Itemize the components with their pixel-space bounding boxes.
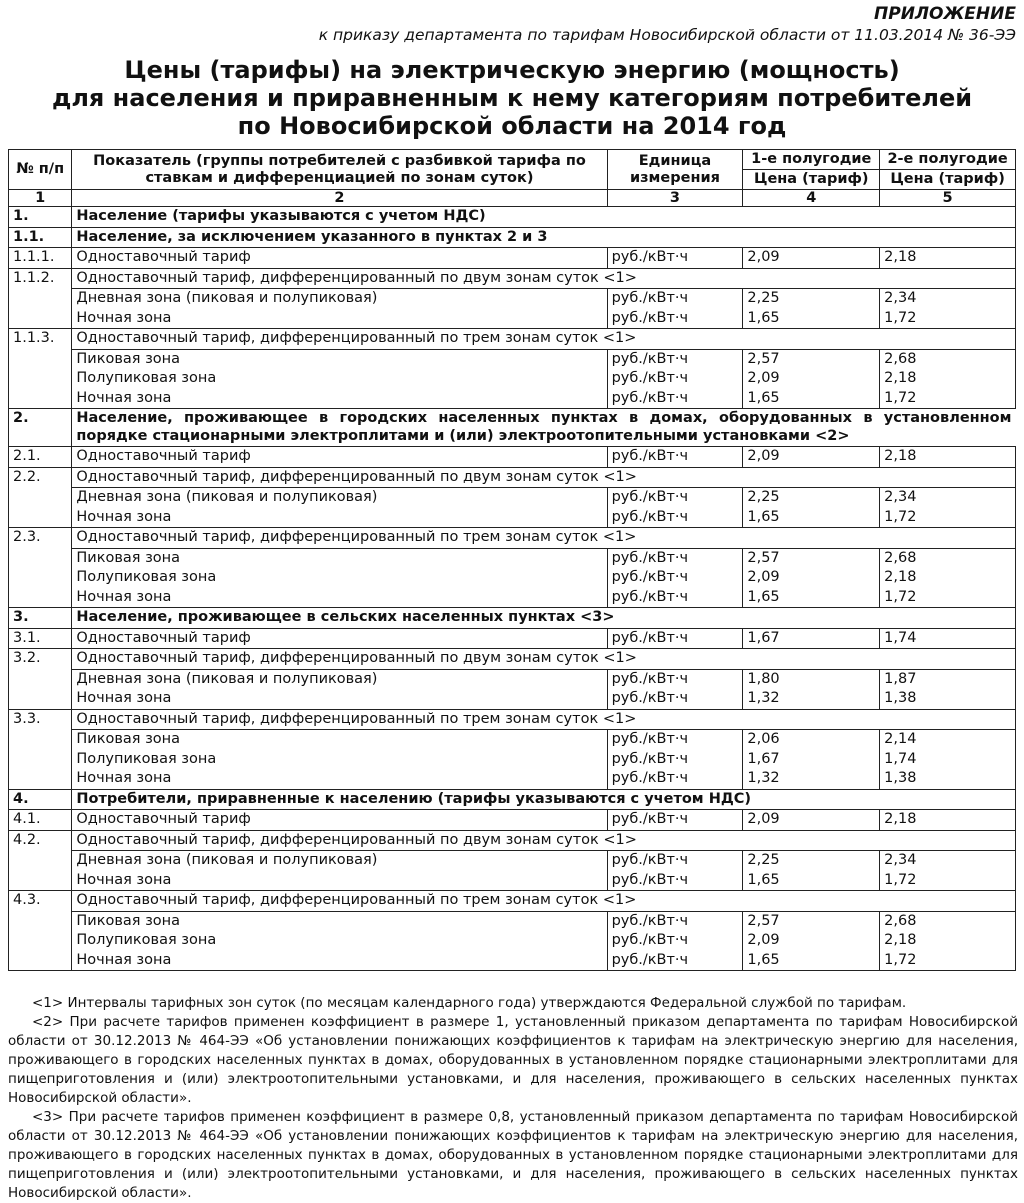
row-price-half2 bbox=[880, 268, 1016, 289]
table-row bbox=[9, 891, 1016, 912]
row-number bbox=[9, 871, 72, 891]
row-indicator: Дневная зона (пиковая и полупиковая) bbox=[72, 669, 607, 689]
row-indicator: Дневная зона (пиковая и полупиковая) bbox=[72, 289, 607, 309]
row-indicator: Одноставочный тариф, дифференцированный по трем зонам суток <1> bbox=[72, 329, 607, 350]
column-numbers-row bbox=[9, 190, 1016, 207]
row-price-half1 bbox=[743, 268, 880, 289]
row-indicator: Одноставочный тариф, дифференцированный по двум зонам суток <1> bbox=[72, 467, 607, 488]
row-price-half2: 1,72 bbox=[880, 508, 1016, 528]
row-number bbox=[9, 750, 72, 770]
row-unit: руб./кВт·ч bbox=[607, 508, 743, 528]
column-number: 1 bbox=[9, 190, 72, 207]
row-unit: руб./кВт·ч bbox=[607, 669, 743, 689]
row-number: 1. bbox=[9, 207, 72, 228]
row-price-half1 bbox=[743, 830, 880, 851]
table-row bbox=[9, 268, 1016, 289]
row-number: 4.2. bbox=[9, 830, 72, 851]
row-price-half1: 2,57 bbox=[743, 548, 880, 568]
table-body bbox=[9, 207, 1016, 971]
row-unit: руб./кВт·ч bbox=[607, 730, 743, 750]
row-price-half2 bbox=[880, 227, 1016, 248]
row-unit: руб./кВт·ч bbox=[607, 689, 743, 709]
row-price-half1: 1,65 bbox=[743, 389, 880, 409]
row-number: 1.1. bbox=[9, 227, 72, 248]
row-indicator: Полупиковая зона bbox=[72, 931, 607, 951]
row-indicator: Население (тарифы указываются с учетом НДС) bbox=[72, 207, 607, 228]
row-price-half2: 2,34 bbox=[880, 851, 1016, 871]
row-indicator: Пиковая зона bbox=[72, 911, 607, 931]
footnote: <1> Интервалы тарифных зон суток (по месяцам календарного года) утверждаются Федеральной службой по тарифам. bbox=[32, 995, 907, 1011]
table-row bbox=[9, 548, 1016, 568]
table-row bbox=[9, 289, 1016, 309]
row-unit: руб./кВт·ч bbox=[607, 769, 743, 789]
row-price-half1: 1,67 bbox=[743, 628, 880, 649]
row-number bbox=[9, 851, 72, 871]
row-price-half2: 2,68 bbox=[880, 548, 1016, 568]
row-number bbox=[9, 369, 72, 389]
row-price-half1: 2,57 bbox=[743, 911, 880, 931]
table-row bbox=[9, 730, 1016, 750]
table-row bbox=[9, 769, 1016, 789]
row-number: 2. bbox=[9, 409, 72, 447]
row-unit: руб./кВт·ч bbox=[607, 588, 743, 608]
row-unit bbox=[607, 207, 743, 228]
column-number: 3 bbox=[607, 190, 743, 207]
row-number: 2.1. bbox=[9, 447, 72, 468]
row-unit: руб./кВт·ч bbox=[607, 931, 743, 951]
row-unit: руб./кВт·ч bbox=[607, 810, 743, 831]
row-price-half2: 2,18 bbox=[880, 810, 1016, 831]
row-indicator: Пиковая зона bbox=[72, 349, 607, 369]
row-number bbox=[9, 548, 72, 568]
order-reference: к приказу департамента по тарифам Новосибирской области от 11.03.2014 № 36-ЭЭ bbox=[318, 26, 1016, 44]
row-price-half2 bbox=[880, 709, 1016, 730]
table-row bbox=[9, 608, 1016, 629]
row-indicator: Население, проживающее в городских населенных пунктах в домах, оборудованных в установленном порядке стационарными электроплитами и (или) электроотопительными установками <2> bbox=[72, 409, 1016, 447]
row-indicator: Пиковая зона bbox=[72, 730, 607, 750]
row-price-half1: 2,25 bbox=[743, 488, 880, 508]
footnotes bbox=[8, 994, 1018, 1203]
row-number bbox=[9, 769, 72, 789]
table-row bbox=[9, 588, 1016, 608]
row-price-half2: 2,18 bbox=[880, 248, 1016, 269]
row-price-half1: 1,80 bbox=[743, 669, 880, 689]
row-number bbox=[9, 488, 72, 508]
row-price-half2 bbox=[880, 207, 1016, 228]
row-price-half2 bbox=[880, 608, 1016, 629]
title-line: Цены (тарифы) на электрическую энергию (мощность) bbox=[124, 56, 900, 84]
row-price-half1: 2,09 bbox=[743, 810, 880, 831]
row-number bbox=[9, 911, 72, 931]
row-indicator: Одноставочный тариф bbox=[72, 810, 607, 831]
row-indicator: Ночная зона bbox=[72, 588, 607, 608]
row-price-half2: 2,18 bbox=[880, 447, 1016, 468]
header-price2: Цена (тариф) bbox=[880, 170, 1016, 190]
table-row bbox=[9, 227, 1016, 248]
table-row bbox=[9, 309, 1016, 329]
row-number: 3.3. bbox=[9, 709, 72, 730]
row-price-half1 bbox=[743, 528, 880, 549]
row-price-half2: 1,72 bbox=[880, 389, 1016, 409]
row-unit: руб./кВт·ч bbox=[607, 568, 743, 588]
row-price-half2: 2,34 bbox=[880, 488, 1016, 508]
row-price-half2: 1,72 bbox=[880, 309, 1016, 329]
table-row bbox=[9, 508, 1016, 528]
row-price-half2: 2,14 bbox=[880, 730, 1016, 750]
row-number: 2.3. bbox=[9, 528, 72, 549]
row-price-half1: 2,09 bbox=[743, 248, 880, 269]
row-number: 4.1. bbox=[9, 810, 72, 831]
table-row bbox=[9, 488, 1016, 508]
header-price1: Цена (тариф) bbox=[743, 170, 880, 190]
row-price-half2 bbox=[880, 329, 1016, 350]
row-number: 1.1.1. bbox=[9, 248, 72, 269]
row-price-half2: 2,18 bbox=[880, 369, 1016, 389]
row-indicator: Одноставочный тариф bbox=[72, 248, 607, 269]
row-indicator: Полупиковая зона bbox=[72, 568, 607, 588]
row-indicator: Одноставочный тариф, дифференцированный по двум зонам суток <1> bbox=[72, 268, 607, 289]
row-price-half1: 2,09 bbox=[743, 568, 880, 588]
table-row bbox=[9, 789, 1016, 810]
row-price-half1: 1,32 bbox=[743, 769, 880, 789]
appendix-label: ПРИЛОЖЕНИЕ bbox=[874, 4, 1016, 24]
table-row bbox=[9, 750, 1016, 770]
header-unit: Единица измерения bbox=[607, 150, 743, 190]
column-number: 4 bbox=[743, 190, 880, 207]
row-price-half2 bbox=[880, 789, 1016, 810]
row-number bbox=[9, 669, 72, 689]
row-unit: руб./кВт·ч bbox=[607, 548, 743, 568]
table-row bbox=[9, 689, 1016, 709]
row-indicator: Население, за исключением указанного в пунктах 2 и 3 bbox=[72, 227, 607, 248]
table-row bbox=[9, 528, 1016, 549]
row-indicator: Ночная зона bbox=[72, 309, 607, 329]
row-number: 3.1. bbox=[9, 628, 72, 649]
row-indicator: Одноставочный тариф, дифференцированный по трем зонам суток <1> bbox=[72, 891, 607, 912]
row-price-half1 bbox=[743, 329, 880, 350]
row-unit: руб./кВт·ч bbox=[607, 389, 743, 409]
row-price-half1 bbox=[743, 891, 880, 912]
row-indicator: Ночная зона bbox=[72, 951, 607, 971]
row-indicator: Ночная зона bbox=[72, 389, 607, 409]
tariff-table bbox=[8, 149, 1016, 971]
row-indicator: Ночная зона bbox=[72, 871, 607, 891]
row-number bbox=[9, 349, 72, 369]
row-price-half1: 2,25 bbox=[743, 289, 880, 309]
row-number: 1.1.2. bbox=[9, 268, 72, 289]
row-price-half2: 1,72 bbox=[880, 951, 1016, 971]
table-row bbox=[9, 447, 1016, 468]
table-row bbox=[9, 911, 1016, 931]
row-price-half2 bbox=[880, 467, 1016, 488]
row-unit: руб./кВт·ч bbox=[607, 309, 743, 329]
header-row bbox=[9, 150, 1016, 170]
row-number bbox=[9, 389, 72, 409]
row-number: 2.2. bbox=[9, 467, 72, 488]
table-row bbox=[9, 931, 1016, 951]
table-row bbox=[9, 349, 1016, 369]
row-price-half2: 2,18 bbox=[880, 568, 1016, 588]
row-price-half1: 1,67 bbox=[743, 750, 880, 770]
column-number: 5 bbox=[880, 190, 1016, 207]
row-indicator: Ночная зона bbox=[72, 689, 607, 709]
header-indicator: Показатель (группы потребителей с разбивкой тарифа по ставкам и дифференциацией по зонам суток) bbox=[72, 150, 607, 190]
row-number bbox=[9, 730, 72, 750]
row-unit: руб./кВт·ч bbox=[607, 289, 743, 309]
row-price-half2: 2,18 bbox=[880, 931, 1016, 951]
row-price-half2 bbox=[880, 891, 1016, 912]
row-price-half1 bbox=[743, 608, 880, 629]
row-unit: руб./кВт·ч bbox=[607, 911, 743, 931]
row-indicator: Ночная зона bbox=[72, 508, 607, 528]
row-price-half1: 2,09 bbox=[743, 931, 880, 951]
row-price-half1: 1,32 bbox=[743, 689, 880, 709]
row-indicator: Ночная зона bbox=[72, 769, 607, 789]
row-price-half1 bbox=[743, 709, 880, 730]
table-row bbox=[9, 649, 1016, 670]
row-number bbox=[9, 689, 72, 709]
row-price-half2: 2,68 bbox=[880, 349, 1016, 369]
table-row bbox=[9, 248, 1016, 269]
title-line: для населения и приравненным к нему категориям потребителей bbox=[51, 84, 973, 112]
page-title bbox=[0, 56, 1024, 140]
header-half1: 1-е полугодие bbox=[743, 150, 880, 170]
table-row bbox=[9, 851, 1016, 871]
row-price-half2: 1,38 bbox=[880, 689, 1016, 709]
row-indicator: Полупиковая зона bbox=[72, 750, 607, 770]
row-number: 1.1.3. bbox=[9, 329, 72, 350]
row-indicator: Одноставочный тариф, дифференцированный по трем зонам суток <1> bbox=[72, 709, 607, 730]
table-row bbox=[9, 568, 1016, 588]
column-number: 2 bbox=[72, 190, 607, 207]
row-price-half1 bbox=[743, 207, 880, 228]
header-num: № п/п bbox=[9, 150, 72, 190]
row-indicator: Одноставочный тариф bbox=[72, 628, 607, 649]
row-indicator: Население, проживающее в сельских населенных пунктах <3> bbox=[72, 608, 607, 629]
row-indicator: Одноставочный тариф, дифференцированный по двум зонам суток <1> bbox=[72, 830, 607, 851]
table-row bbox=[9, 467, 1016, 488]
table-row bbox=[9, 329, 1016, 350]
row-price-half2: 1,74 bbox=[880, 628, 1016, 649]
table-row bbox=[9, 369, 1016, 389]
row-unit: руб./кВт·ч bbox=[607, 369, 743, 389]
row-number: 4. bbox=[9, 789, 72, 810]
row-price-half2 bbox=[880, 830, 1016, 851]
row-price-half2 bbox=[880, 528, 1016, 549]
row-price-half1 bbox=[743, 649, 880, 670]
row-unit: руб./кВт·ч bbox=[607, 628, 743, 649]
row-unit: руб./кВт·ч bbox=[607, 349, 743, 369]
header-half2: 2-е полугодие bbox=[880, 150, 1016, 170]
row-indicator: Дневная зона (пиковая и полупиковая) bbox=[72, 488, 607, 508]
row-price-half1: 2,25 bbox=[743, 851, 880, 871]
row-indicator: Одноставочный тариф, дифференцированный по двум зонам суток <1> bbox=[72, 649, 607, 670]
row-indicator: Дневная зона (пиковая и полупиковая) bbox=[72, 851, 607, 871]
row-price-half2 bbox=[880, 649, 1016, 670]
row-price-half1: 1,65 bbox=[743, 309, 880, 329]
table-row bbox=[9, 830, 1016, 851]
row-price-half1: 1,65 bbox=[743, 951, 880, 971]
title-line: по Новосибирской области на 2014 год bbox=[237, 112, 787, 140]
row-price-half1 bbox=[743, 227, 880, 248]
row-number bbox=[9, 289, 72, 309]
row-price-half1: 2,06 bbox=[743, 730, 880, 750]
row-number bbox=[9, 568, 72, 588]
row-price-half2: 1,72 bbox=[880, 871, 1016, 891]
row-number: 3.2. bbox=[9, 649, 72, 670]
row-indicator: Одноставочный тариф, дифференцированный по трем зонам суток <1> bbox=[72, 528, 607, 549]
row-unit: руб./кВт·ч bbox=[607, 871, 743, 891]
row-price-half1: 1,65 bbox=[743, 588, 880, 608]
row-price-half2: 2,34 bbox=[880, 289, 1016, 309]
row-price-half1: 1,65 bbox=[743, 508, 880, 528]
row-unit: руб./кВт·ч bbox=[607, 750, 743, 770]
row-number bbox=[9, 931, 72, 951]
row-price-half1: 2,57 bbox=[743, 349, 880, 369]
row-unit: руб./кВт·ч bbox=[607, 447, 743, 468]
table-row bbox=[9, 669, 1016, 689]
row-unit bbox=[607, 608, 743, 629]
row-price-half1: 2,09 bbox=[743, 369, 880, 389]
table-row bbox=[9, 810, 1016, 831]
table-row bbox=[9, 207, 1016, 228]
row-price-half1 bbox=[743, 789, 880, 810]
row-number bbox=[9, 951, 72, 971]
row-price-half2: 1,72 bbox=[880, 588, 1016, 608]
row-price-half2: 1,74 bbox=[880, 750, 1016, 770]
row-indicator: Полупиковая зона bbox=[72, 369, 607, 389]
row-unit: руб./кВт·ч bbox=[607, 248, 743, 269]
row-number bbox=[9, 508, 72, 528]
table-row bbox=[9, 628, 1016, 649]
row-price-half2: 1,87 bbox=[880, 669, 1016, 689]
row-price-half2: 1,38 bbox=[880, 769, 1016, 789]
row-unit: руб./кВт·ч bbox=[607, 488, 743, 508]
row-indicator: Одноставочный тариф bbox=[72, 447, 607, 468]
row-unit: руб./кВт·ч bbox=[607, 851, 743, 871]
table-row bbox=[9, 951, 1016, 971]
row-price-half1 bbox=[743, 467, 880, 488]
footnote: <3> При расчете тарифов применен коэффициент в размере 0,8, установленный приказом департамента по тарифам Новосибирской области от 30.12.2013 № 464-ЭЭ «Об установлении понижающих коэффициентов к тарифам на электрическую энергию для населения, проживающего в городских населенных пунктах в домах, оборудованных в установленном порядке стационарными электроплитами для пищеприготовления и (или) электроотопительными установками, и для населения, проживающего в сельских населенных пунктах Новосибирской области». bbox=[8, 1109, 1018, 1201]
footnote: <2> При расчете тарифов применен коэффициент в размере 1, установленный приказом департамента по тарифам Новосибирской области от 30.12.2013 № 464-ЭЭ «Об установлении понижающих коэффициентов к тарифам на электрическую энергию для населения, проживающего в городских населенных пунктах в домах, оборудованных в установленном порядке стационарными электроплитами для пищеприготовления и (или) электроотопительными установками, и для населения, проживающего в сельских населенных пунктах Новосибирской области». bbox=[8, 1014, 1018, 1106]
row-number bbox=[9, 309, 72, 329]
table-row bbox=[9, 389, 1016, 409]
row-number: 3. bbox=[9, 608, 72, 629]
table-row bbox=[9, 709, 1016, 730]
row-number: 4.3. bbox=[9, 891, 72, 912]
row-unit: руб./кВт·ч bbox=[607, 951, 743, 971]
table-header bbox=[9, 150, 1016, 207]
table-row bbox=[9, 871, 1016, 891]
row-indicator: Потребители, приравненные к населению (тарифы указываются с учетом НДС) bbox=[72, 789, 607, 810]
row-price-half1: 2,09 bbox=[743, 447, 880, 468]
row-unit bbox=[607, 227, 743, 248]
table-row bbox=[9, 409, 1016, 447]
row-price-half2: 2,68 bbox=[880, 911, 1016, 931]
row-price-half1: 1,65 bbox=[743, 871, 880, 891]
row-indicator: Пиковая зона bbox=[72, 548, 607, 568]
row-number bbox=[9, 588, 72, 608]
